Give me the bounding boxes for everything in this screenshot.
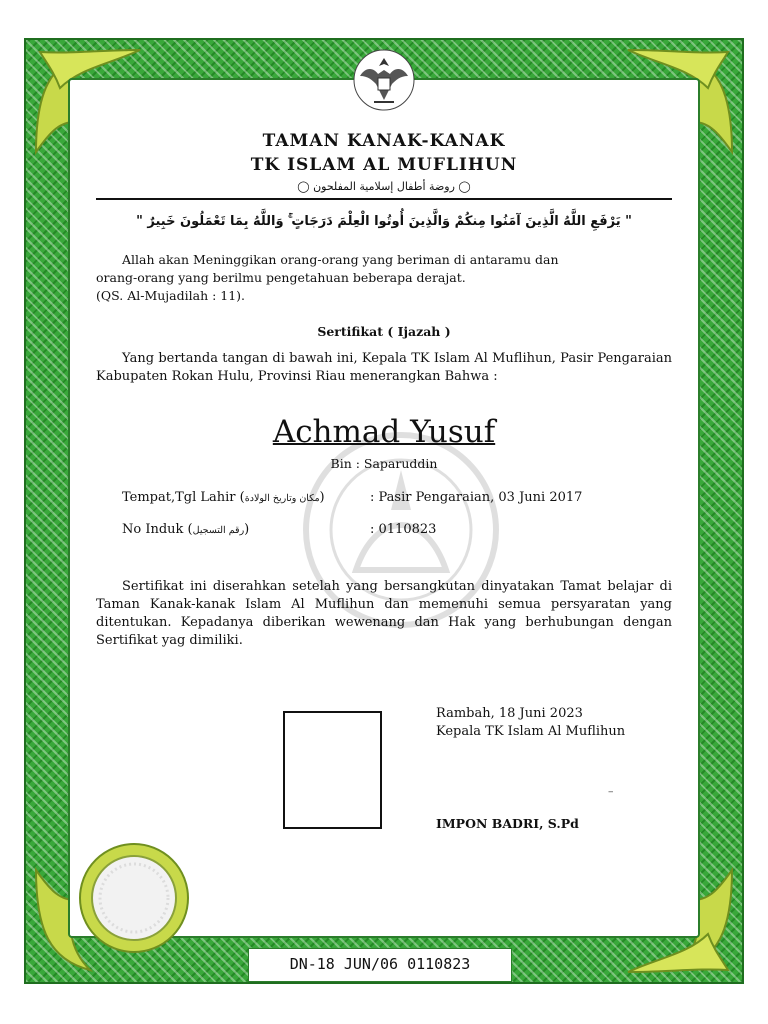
student-parent: Bin : Saparuddin — [330, 456, 438, 471]
garuda-emblem-icon — [352, 48, 416, 112]
id-label-end: ) — [244, 522, 250, 537]
signatory-name: IMPON BADRI, S.Pd — [436, 816, 579, 831]
certificate-title: Sertifikat ( Ijazah ) — [317, 324, 451, 339]
id-label-arabic: رقم التسجيل — [192, 525, 245, 536]
birth-label — [122, 490, 325, 505]
birth-label-end: ) — [319, 490, 325, 505]
certificate-intro — [96, 350, 672, 386]
birth-value: : Pasir Pengaraian, 03 Juni 2017 — [370, 490, 583, 505]
verse-reference: (QS. Al-Mujadilah : 11). — [96, 288, 246, 303]
signature-place-date: Rambah, 18 Juni 2023 — [436, 706, 583, 721]
translation-line-1: Allah akan Meninggikan orang-orang yang beriman di antaramu dan — [122, 252, 559, 267]
seal-ornament-icon — [78, 842, 190, 954]
serial-number: DN-18 JUN/06 0110823 — [289, 955, 471, 973]
header-divider — [96, 198, 672, 200]
certificate-statement — [96, 578, 672, 650]
birth-label-text: Tempat,Tgl Lahir ( — [122, 490, 245, 505]
school-arabic-name-text: روضة أطفال إسلامية المفلحون — [313, 180, 455, 193]
school-arabic-name: ◯ روضة أطفال إسلامية المفلحون ◯ — [297, 180, 471, 193]
school-name: TK ISLAM AL MUFLIHUN — [250, 155, 518, 175]
signature-position: Kepala TK Islam Al Muflihun — [436, 724, 626, 739]
intro-text: Yang bertanda tangan di bawah ini, Kepala TK Islam Al Muflihun, Pasir Pengaraian Kabupaten Rokan Hulu, Provinsi Riau menerangkan Bahwa : — [96, 351, 672, 384]
verse-translation — [96, 251, 676, 305]
statement-text: Sertifikat ini diserahkan setelah yang bersangkutan dinyatakan Tamat belajar di Taman Kanak-kanak Islam Al Muflihun dan memenuhi semua persyaratan yang ditentukan. Kepadanya diberikan wewenang dan Hak yang berhubungan dengan Sertifikat yag dimiliki. — [96, 579, 672, 648]
quran-verse: " يَرْفَعِ اللَّهُ الَّذِينَ آمَنُوا مِنكُمْ وَالَّذِينَ أُوتُوا الْعِلْمَ دَرَجَاتٍ ۚ وَاللَّهُ بِمَا تَعْمَلُونَ خَبِيرٌ " — [136, 214, 632, 229]
student-id-label — [122, 522, 249, 537]
student-name — [80, 414, 688, 450]
photo-placeholder — [283, 711, 382, 829]
signature-mark: – — [608, 785, 614, 798]
birth-label-arabic: مكان وتاريخ الولادة — [244, 493, 320, 504]
translation-line-2: orang-orang yang berilmu pengetahuan beberapa derajat. — [96, 270, 466, 285]
school-type: TAMAN KANAK-KANAK — [262, 131, 506, 151]
id-label-text: No Induk ( — [122, 522, 193, 537]
student-name-text: Achmad Yusuf — [272, 414, 496, 450]
student-id-value: : 0110823 — [370, 522, 437, 537]
